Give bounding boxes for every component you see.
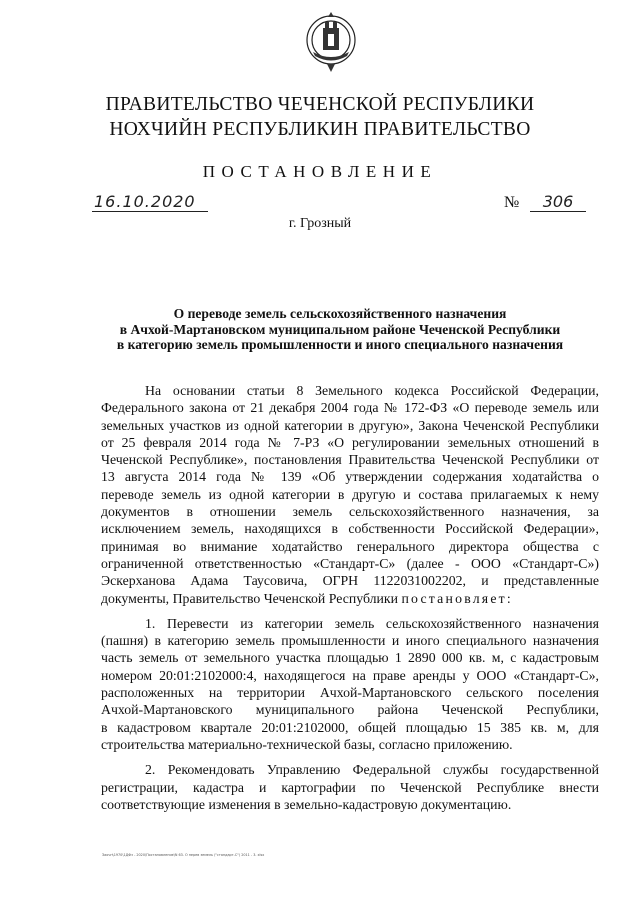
document-number-label: №	[504, 194, 520, 211]
text-fragment: документы, Правительство Чеченской Республики	[101, 590, 398, 606]
text-line: расположенных на территории Ачхой-Мартановского сельского поселения	[101, 685, 599, 701]
document-heading	[90, 306, 590, 353]
text-line: часть земель от земельного участка площадью 1 2890 000 кв. м, с кадастровым	[101, 650, 599, 666]
text-line: земельных участков из одной категории в другую», Закона Чеченской Республики	[101, 417, 599, 433]
document-city: г. Грозный	[288, 216, 352, 231]
text-line: документов в отношении земель сельскохозяйственного назначения, за	[101, 504, 599, 520]
text-line: Чеченской Республике», постановления Правительства Чеченской Республики от	[101, 452, 599, 468]
text-line: Эскерханова Адама Таусовича, ОГРН 1122031002202, и представленные	[101, 573, 599, 589]
document-type: ПОСТАНОВЛЕНИЕ	[202, 162, 438, 181]
text-line: строительства материально-технической базы, согласно приложению.	[101, 736, 513, 752]
text-line: 13 августа 2014 года № 139 «Об утверждении содержания ходатайства о	[101, 469, 599, 485]
text-line: от 25 февраля 2014 года № 7-РЗ «О регулировании земельных отношений в	[101, 434, 599, 450]
resolution-verb: постановляет:	[401, 590, 513, 606]
heading-line: в категорию земель промышленности и иного специального назначения	[116, 337, 564, 352]
text-line: 2. Рекомендовать Управлению Федеральной службы государственной	[145, 762, 599, 778]
text-line: переводе земель из одной категории в другую и состава прилагаемых к нему	[101, 486, 599, 502]
text-line: в кадастровом квартале 20:01:2102000, общей площадью 15 385 кв. м, для	[101, 719, 599, 735]
text-line: (пашня) в категорию земель промышленности и иного специального назначения	[101, 633, 599, 649]
government-title-russian: ПРАВИТЕЛЬСТВО ЧЕЧЕНСКОЙ РЕСПУБЛИКИ	[105, 94, 535, 115]
text-line: Ачхой-Мартановского муниципального района Чеченской Республики,	[101, 702, 599, 718]
item-2-paragraph	[101, 761, 599, 813]
file-path-footer: Заочн\1970\1ДФз - 2020\Постановление\N 63. О перев земель ("стандарт-С") 2011 - 3. xlsx	[102, 853, 265, 857]
document-number: 306	[530, 193, 586, 212]
government-title-chechen: НОХЧИЙН РЕСПУБЛИКИН ПРАВИТЕЛЬСТВО	[109, 119, 531, 140]
heading-line: в Ачхой-Мартановском муниципальном районе Чеченской Республики	[119, 321, 561, 337]
text-line: Федерального закона от 21 декабря 2004 года № 172-ФЗ «О переводе земель или	[101, 400, 599, 416]
text-line: регистрации, кадастра и картографии по Чеченской Республике внести	[101, 779, 599, 795]
text-line: исключением земель, находящихся в собственности Российской Федерации»,	[101, 521, 599, 537]
item-1-paragraph	[101, 615, 599, 753]
text-line: 1. Перевести из категории земель сельскохозяйственного назначения	[145, 615, 599, 631]
text-line: принимая во внимание ходатайство генерального директора общества с	[101, 538, 599, 554]
document-date: 16.10.2020	[92, 193, 208, 212]
preamble-paragraph	[101, 382, 599, 607]
chechen-republic-emblem-icon	[303, 8, 359, 74]
text-line: номером 20:01:2102000:4, находящегося на праве аренды у ООО «Стандарт-С»,	[101, 667, 599, 683]
text-line: соответствующие изменения в земельно-кадастровую документацию.	[101, 796, 512, 812]
document-body	[101, 382, 599, 813]
heading-line: О переводе земель сельскохозяйственного назначения	[173, 306, 507, 321]
text-line: ограниченной ответственностью «Стандарт-С» (далее - ООО «Стандарт-С»)	[101, 555, 599, 571]
text-line: На основании статьи 8 Земельного кодекса Российской Федерации,	[145, 383, 599, 398]
text-line	[101, 590, 599, 607]
